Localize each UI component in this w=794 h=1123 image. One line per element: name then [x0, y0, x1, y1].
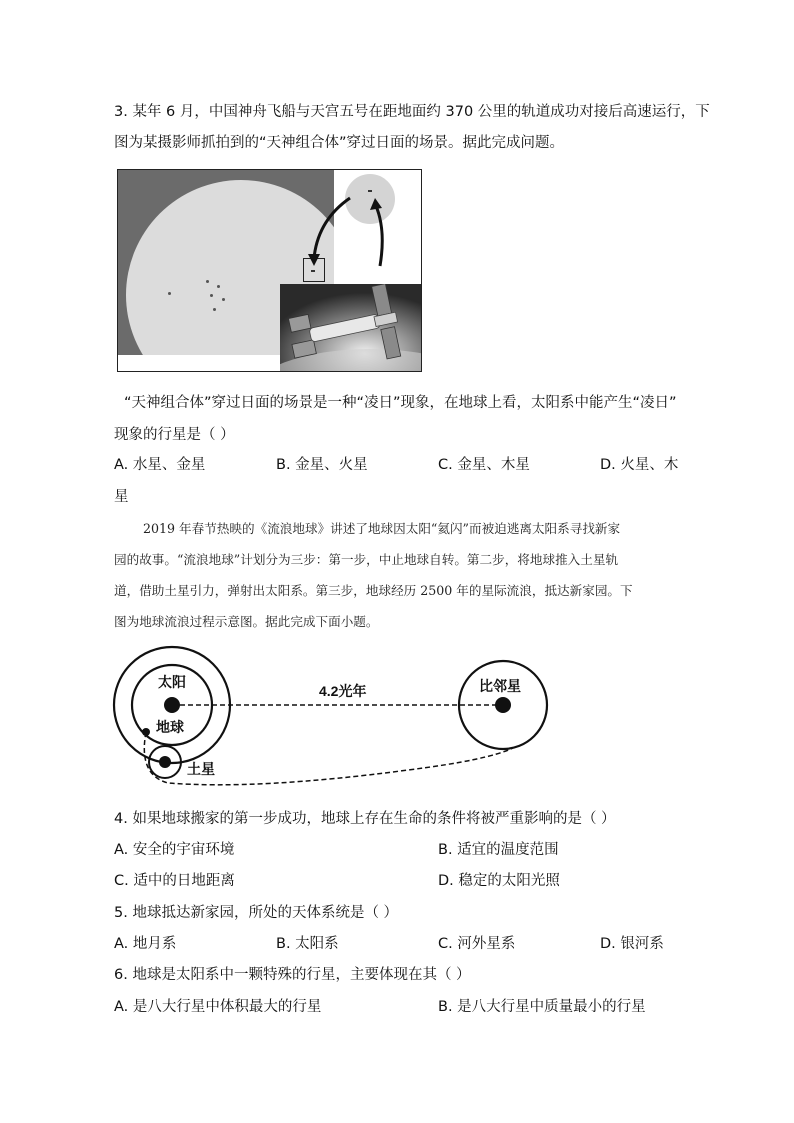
- q3-stem-line2: 现象的行星是（ ）: [114, 427, 235, 443]
- q4-option-a[interactable]: A. 安全的宇宙环境: [114, 842, 235, 858]
- space-station-icon: [280, 284, 421, 371]
- q3-option-b[interactable]: B. 金星、火星: [276, 457, 368, 473]
- saturn-label: 土星: [187, 761, 215, 777]
- transit-photo: [117, 169, 422, 372]
- q4-option-b[interactable]: B. 适宜的温度范围: [438, 842, 559, 858]
- sun-label: 太阳: [158, 674, 186, 690]
- q4-option-d[interactable]: D. 稳定的太阳光照: [438, 873, 560, 889]
- passage-line1: 2019 年春节热映的《流浪地球》讲述了地球因太阳“氦闪”而被迫逃离太阳系寻找新家: [143, 521, 621, 536]
- space-station-image: [280, 284, 421, 371]
- q5-option-a[interactable]: A. 地月系: [114, 936, 177, 952]
- q5-stem: 5. 地球抵达新家园，所处的天体系统是（ ）: [114, 905, 399, 921]
- q5-option-c[interactable]: C. 河外星系: [438, 936, 516, 952]
- q3-option-c[interactable]: C. 金星、木星: [438, 457, 530, 473]
- earth-dot: [142, 728, 150, 736]
- proxima-label: 比邻星: [479, 678, 521, 694]
- q5-option-d[interactable]: D. 银河系: [600, 936, 664, 952]
- passage-line4: 图为地球流浪过程示意图。据此完成下面小题。: [114, 614, 379, 629]
- saturn-dot: [159, 756, 171, 768]
- q5-option-b[interactable]: B. 太阳系: [276, 936, 339, 952]
- proxima-dot: [495, 697, 511, 713]
- q6-option-a[interactable]: A. 是八大行星中体积最大的行星: [114, 999, 322, 1015]
- sun-dot: [164, 697, 180, 713]
- q3-intro-line1: 3. 某年 6 月，中国神舟飞船与天宫五号在距地面约 370 公里的轨道成功对接后高速运行，下: [114, 104, 710, 120]
- distance-label: 4.2光年: [319, 683, 367, 699]
- passage-line2: 园的故事。“流浪地球”计划分为三步：第一步，中止地球自转。第二步，将地球推入土星轨: [114, 552, 619, 567]
- passage-line3: 道，借助土星引力，弹射出太阳系。第三步，地球经历 2500 年的星际流浪，抵达新家园。下: [114, 583, 633, 598]
- q3-stem-line1: “天神组合体”穿过日面的场景是一种“凌日”现象，在地球上看，太阳系中能产生“凌日”: [124, 395, 677, 411]
- q3-option-a[interactable]: A. 水星、金星: [114, 457, 206, 473]
- q3-option-d-wrap: 星: [114, 489, 129, 505]
- q6-option-b[interactable]: B. 是八大行星中质量最小的行星: [438, 999, 646, 1015]
- earth-label: 地球: [156, 719, 184, 735]
- q6-stem: 6. 地球是太阳系中一颗特殊的行星，主要体现在其（ ）: [114, 967, 471, 983]
- wandering-earth-diagram: [108, 640, 568, 790]
- q4-option-c[interactable]: C. 适中的日地距离: [114, 873, 235, 889]
- q4-stem: 4. 如果地球搬家的第一步成功，地球上存在生命的条件将被严重影响的是（ ）: [114, 811, 616, 827]
- q3-intro-line2: 图为某摄影师抓拍到的“天神组合体”穿过日面的场景。据此完成问题。: [114, 135, 565, 151]
- q3-option-d[interactable]: D. 火星、木: [600, 457, 679, 473]
